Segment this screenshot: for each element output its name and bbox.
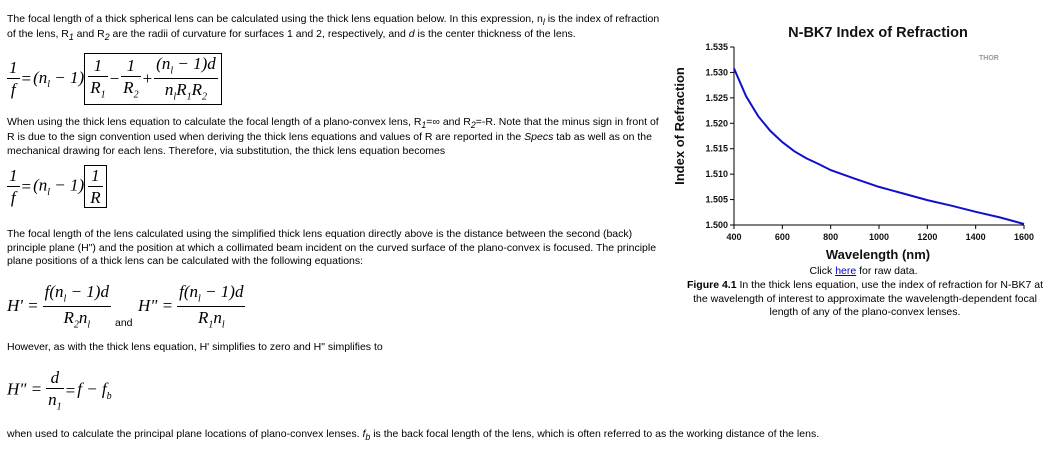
x-tick-label: 1600 xyxy=(1013,232,1035,242)
h-double-prime-simplified-equation: H" = $\frac{d}{n_1}$ = $f - f_b$ xyxy=(7,368,112,413)
chart-title: N-BK7 Index of Refraction xyxy=(788,25,968,41)
y-tick-label: 1.520 xyxy=(705,118,728,129)
intro-paragraph: The focal length of a thick spherical lens can be calculated using the thick lens equation below. In this expression, $n_l$ is the index of refraction of the lens, $R_1$ and $R_2$ are the radii of curvature for surfaces 1 and 2, respectively, and d is the center thickness of the lens. xyxy=(7,13,660,43)
x-tick-label: 600 xyxy=(774,232,790,242)
x-tick-label: 1000 xyxy=(868,232,890,242)
plano-convex-paragraph: When using the thick lens equation to calculate the focal length of a plano-convex lens, $R_1=\infty$ and $R_2=-R$. Note that the minus sign in front of R is due to the sign convention used when deriving the thick lens equations and values of R are reported in the Specs tab as well as on the mechanical drawing for each lens. Therefore, via substitution, the thick lens equation becomes xyxy=(7,116,659,158)
thick-lens-equation: $\frac{1}{f}$ = $(n_l - 1)$ $\frac{1}{R_1}$ − $\frac{1}{R_2}$ + $\frac{(n_l - 1)d}{n_lR_1R_2}$ xyxy=(7,53,222,105)
y-tick-label: 1.535 xyxy=(705,42,728,52)
y-tick-label: 1.530 xyxy=(705,67,728,78)
figure-caption: Figure 4.1 In the thick lens equation, use the index of refraction for N-BK7 at the wavelength of interest to approximate the wavelength-dependent focal length of any of the plano-convex lenses. xyxy=(686,279,1044,319)
and-text: and xyxy=(115,317,133,329)
y-tick-label: 1.515 xyxy=(705,143,728,154)
x-tick-label: 1400 xyxy=(965,232,986,242)
figure-panel xyxy=(672,0,1055,461)
index-of-refraction-chart xyxy=(672,0,1055,262)
y-tick-label: 1.525 xyxy=(705,92,728,103)
h-prime-equation: H' = $\frac{f(n_l - 1)d}{R_2n_l}$ xyxy=(7,282,109,331)
simplified-lens-equation: $\frac{1}{f}$ = $(n_l - 1)$ $\frac{1}{R}$ xyxy=(7,165,107,208)
principal-plane-paragraph: The focal length of the lens calculated using the simplified thick lens equation directly above is the distance between the second (back) principle plane (H") and the position at which a collimated beam incident on the curved surface of the plano-convex is focused. The principle plane positions of a thick lens can be calculated with the following equations: xyxy=(7,228,657,268)
y-tick-label: 1.510 xyxy=(705,169,728,180)
n-bk7-series-line xyxy=(734,68,1024,224)
back-focal-paragraph: when used to calculate the principal plane locations of plano-convex lenses. $f_b$ is the back focal length of the lens, which is often referred to as the working distance of the lens. xyxy=(7,428,820,443)
h-double-prime-equation: H" = $\frac{f(n_l - 1)d}{R_1n_l}$ xyxy=(138,282,244,331)
raw-data-link[interactable]: here xyxy=(835,265,857,277)
y-tick-label: 1.505 xyxy=(705,194,728,205)
thorlabs-watermark: THOR xyxy=(979,55,999,62)
y-tick-label: 1.500 xyxy=(705,220,728,230)
x-tick-label: 800 xyxy=(823,232,839,242)
x-tick-label: 400 xyxy=(726,232,742,242)
chart-x-axis-label: Wavelength (nm) xyxy=(825,247,931,262)
chart-y-axis-label: Index of Refraction xyxy=(672,67,687,185)
raw-data-caption: Click here for raw data. xyxy=(809,265,918,277)
simplification-paragraph: However, as with the thick lens equation, H' simplifies to zero and H" simplifies to xyxy=(7,341,383,353)
x-tick-label: 1200 xyxy=(917,232,938,242)
